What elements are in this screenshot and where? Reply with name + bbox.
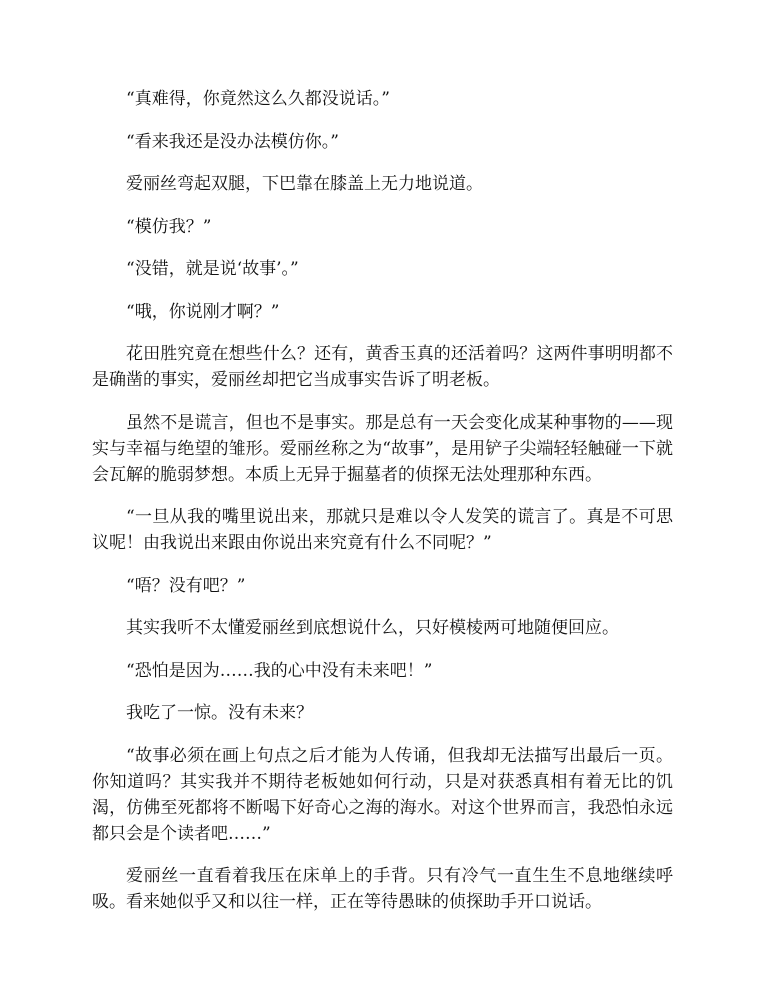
- paragraph: “模仿我？”: [126, 216, 212, 237]
- paragraph: 花田胜究竟在想些什么？还有，黄香玉真的还活着吗？这两件事明明都不是确凿的事实，爱丽丝却把它当成事实告诉了明老板。: [92, 344, 673, 390]
- paragraph: “真难得，你竟然这么久都没说话。”: [126, 89, 390, 109]
- paragraph: “看来我还是没办法模仿你。”: [126, 131, 339, 152]
- paragraph: “唔？没有吧？”: [126, 575, 246, 596]
- paragraph: “一旦从我的嘴里说出来，那就只是难以令人发笑的谎言了。真是不可思议呢！由我说出来跟由你说出来究竟有什么不同呢？”: [92, 507, 673, 553]
- paragraph: 爱丽丝弯起双腿，下巴靠在膝盖上无力地说道。: [126, 174, 483, 194]
- paragraph: “恐怕是因为……我的心中没有未来吧！”: [126, 660, 433, 681]
- paragraph: 其实我听不太懂爱丽丝到底想说什么，只好模棱两可地随便回应。: [126, 618, 619, 638]
- paragraph: “没错，就是说‘故事’。”: [126, 259, 299, 279]
- paragraph: “故事必须在画上句点之后才能为人传诵，但我却无法描写出最后一页。你知道吗？其实我并不期待老板她如何行动，只是对获悉真相有着无比的饥渴，仿佛至死都将不断喝下好奇心之海的海水。对这个世界而言，我恐怕永远都只会是个读者吧……”: [92, 745, 673, 844]
- paragraph: “哦，你说刚才啊？”: [126, 301, 280, 322]
- paragraph: 爱丽丝一直看着我压在床单上的手背。只有冷气一直生生不息地继续呼吸。看来她似乎又和以往一样，正在等待愚昧的侦探助手开口说话。: [92, 866, 673, 912]
- paragraph: 虽然不是谎言，但也不是事实。那是总有一天会变化成某种事物的——现实与幸福与绝望的雏形。爱丽丝称之为“故事”，是用铲子尖端轻轻触碰一下就会瓦解的脆弱梦想。本质上无异于掘墓者的侦探无法处理那种东西。: [92, 412, 673, 485]
- paragraph: 我吃了一惊。没有未来？: [126, 703, 313, 723]
